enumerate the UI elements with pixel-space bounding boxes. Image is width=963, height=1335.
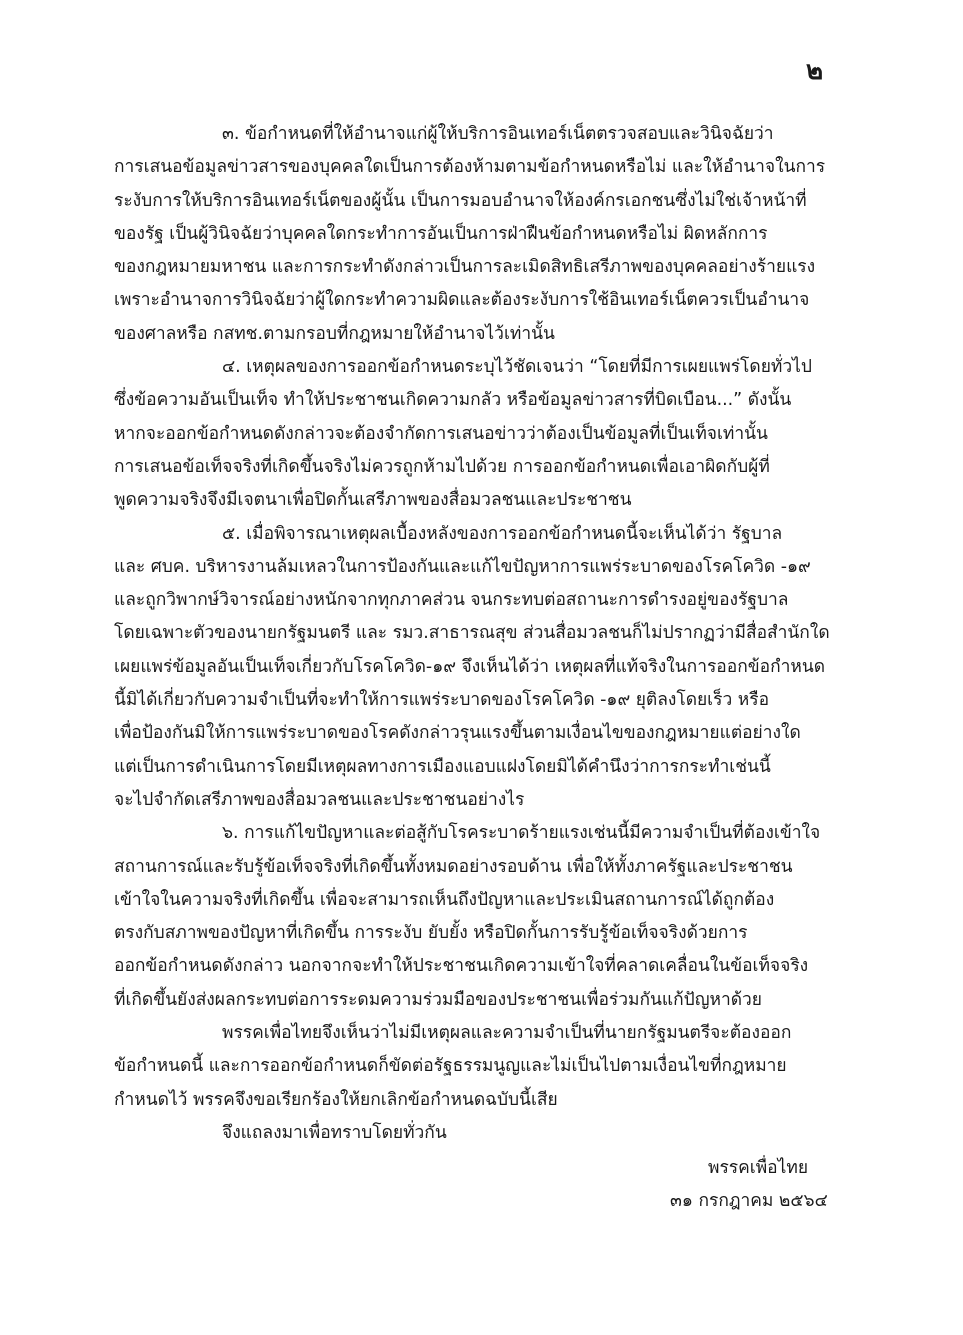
text-line: จะไปจำกัดเสรีภาพของสื่อมวลชนและประชาชนอย่างไร (114, 789, 525, 810)
page-number: ๒ (806, 56, 824, 86)
text-line: เผยแพร่ข้อมูลอันเป็นเท็จเกี่ยวกับโรคโควิด-๑๙ จึงเห็นได้ว่า เหตุผลที่แท้จริงในการออกข้อกำหนด (114, 656, 826, 677)
text-line: นี้มิได้เกี่ยวกับความจำเป็นที่จะทำให้การแพร่ระบาดของโรคโควิด -๑๙ ยุติลงโดยเร็ว หรือ (114, 690, 770, 711)
text-line: และ ศบค. บริหารงานล้มเหลวในการป้องกันและแก้ไขปัญหาการแพร่ระบาดของโรคโควิด -๑๙ (114, 556, 811, 577)
paragraph-5 (114, 518, 859, 818)
paragraph-6 (114, 817, 859, 1017)
signature-block (670, 1152, 940, 1218)
text-line: ๓. ข้อกำหนดที่ให้อำนาจแก่ผู้ให้บริการอินเทอร์เน็ตตรวจสอบและวินิจฉัยว่า (222, 124, 774, 144)
paragraph-conclusion (114, 1017, 859, 1117)
text-line: และถูกวิพากษ์วิจารณ์อย่างหนักจากทุกภาคส่วน จนกระทบต่อสถานะการดำรงอยู่ของรัฐบาล (114, 590, 789, 611)
text-line: ซึ่งข้อความอันเป็นเท็จ ทำให้ประชาชนเกิดความกลัว หรือข้อมูลข่าวสารที่บิดเบือน...” ดังนั้น (114, 390, 792, 411)
text-line: ข้อกำหนดนี้ และการออกข้อกำหนดก็ขัดต่อรัฐธรรมนูญและไม่เป็นไปตามเงื่อนไขที่กฎหมาย (114, 1056, 787, 1077)
text-line: แต่เป็นการดำเนินการโดยมีเหตุผลทางการเมืองแอบแฝงโดยมิได้คำนึงว่าการกระทำเช่นนี้ (114, 756, 771, 777)
paragraph-3 (114, 118, 859, 351)
text-line: เพราะอำนาจการวินิจฉัยว่าผู้ใดกระทำความผิดและต้องระงับการใช้อินเทอร์เน็ตควรเป็นอำนาจ (114, 290, 810, 311)
text-line: ของศาลหรือ กสทช.ตามกรอบที่กฎหมายให้อำนาจไว้เท่านั้น (114, 323, 555, 344)
text-line: ระงับการให้บริการอินเทอร์เน็ตของผู้นั้น เป็นการมอบอำนาจให้องค์กรเอกชนซึ่งไม่ใช่เจ้าหน้าที่ (114, 190, 807, 211)
text-line: โดยเฉพาะตัวของนายกรัฐมนตรี และ รมว.สาธารณสุข ส่วนสื่อมวลชนก็ไม่ปรากฏว่ามีสื่อสำนักใด (114, 623, 830, 644)
paragraph-4 (114, 351, 859, 517)
text-line: การเสนอข้อเท็จจริงที่เกิดขึ้นจริงไม่ควรถูกห้ามไปด้วย การออกข้อกำหนดเพื่อเอาผิดกับผู้ที่ (114, 456, 770, 477)
signature-date: ๓๑ กรกฎาคม ๒๕๖๔ (670, 1191, 828, 1211)
text-line: ๔. เหตุผลของการออกข้อกำหนดระบุไว้ชัดเจนว่า “โดยที่มีการเผยแพร่โดยทั่วไป (222, 357, 812, 378)
text-line: ของกฎหมายมหาชน และการกระทำดังกล่าวเป็นการละเมิดสิทธิเสรีภาพของบุคคลอย่างร้ายแรง (114, 257, 816, 278)
text-line: การเสนอข้อมูลข่าวสารของบุคคลใดเป็นการต้องห้ามตามข้อกำหนดหรือไม่ และให้อำนาจในการ (114, 157, 826, 178)
signature-party: พรรคเพื่อไทย (708, 1158, 809, 1178)
text-line: ตรงกับสภาพของปัญหาที่เกิดขึ้น การระงับ ยับยั้ง หรือปิดกั้นการรับรู้ข้อเท็จจริงด้วยการ (114, 923, 748, 944)
text-line: พูดความจริงจึงมีเจตนาเพื่อปิดกั้นเสรีภาพของสื่อมวลชนและประชาชน (114, 490, 632, 511)
document-body (114, 118, 859, 1150)
text-line: เพื่อป้องกันมิให้การแพร่ระบาดของโรคดังกล่าวรุนแรงขึ้นตามเงื่อนไขของกฎหมายแต่อย่างใด (114, 723, 801, 744)
text-line: พรรคเพื่อไทยจึงเห็นว่าไม่มีเหตุผลและความจำเป็นที่นายกรัฐมนตรีจะต้องออก (222, 1023, 792, 1044)
text-line: ๖. การแก้ไขปัญหาและต่อสู้กับโรคระบาดร้ายแรงเช่นนี้มีความจำเป็นที่ต้องเข้าใจ (222, 823, 821, 844)
text-line: กำหนดไว้ พรรคจึงขอเรียกร้องให้ยกเลิกข้อกำหนดฉบับนี้เสีย (114, 1089, 558, 1110)
text-line: ที่เกิดขึ้นยังส่งผลกระทบต่อการระดมความร่วมมือของประชาชนเพื่อร่วมกันแก้ปัญหาด้วย (114, 989, 762, 1010)
text-line: ๕. เมื่อพิจารณาเหตุผลเบื้องหลังของการออกข้อกำหนดนี้จะเห็นได้ว่า รัฐบาล (222, 523, 783, 544)
text-line: ออกข้อกำหนดดังกล่าว นอกจากจะทำให้ประชาชนเกิดความเข้าใจที่คลาดเคลื่อนในข้อเท็จจริง (114, 956, 809, 977)
text-line: จึงแถลงมาเพื่อทราบโดยทั่วกัน (222, 1122, 447, 1143)
text-line: ของรัฐ เป็นผู้วินิจฉัยว่าบุคคลใดกระทำการอันเป็นการฝ่าฝืนข้อกำหนดหรือไม่ ผิดหลักการ (114, 223, 768, 244)
text-line: หากจะออกข้อกำหนดดังกล่าวจะต้องจำกัดการเสนอข่าวว่าต้องเป็นข้อมูลที่เป็นเท็จเท่านั้น (114, 423, 768, 444)
text-line: เข้าใจในความจริงที่เกิดขึ้น เพื่อจะสามารถเห็นถึงปัญหาและประเมินสถานการณ์ได้ถูกต้อง (114, 889, 775, 910)
paragraph-closing (114, 1117, 859, 1150)
text-line: สถานการณ์และรับรู้ข้อเท็จจริงที่เกิดขึ้นทั้งหมดอย่างรอบด้าน เพื่อให้ทั้งภาครัฐและประชาชน (114, 856, 793, 877)
